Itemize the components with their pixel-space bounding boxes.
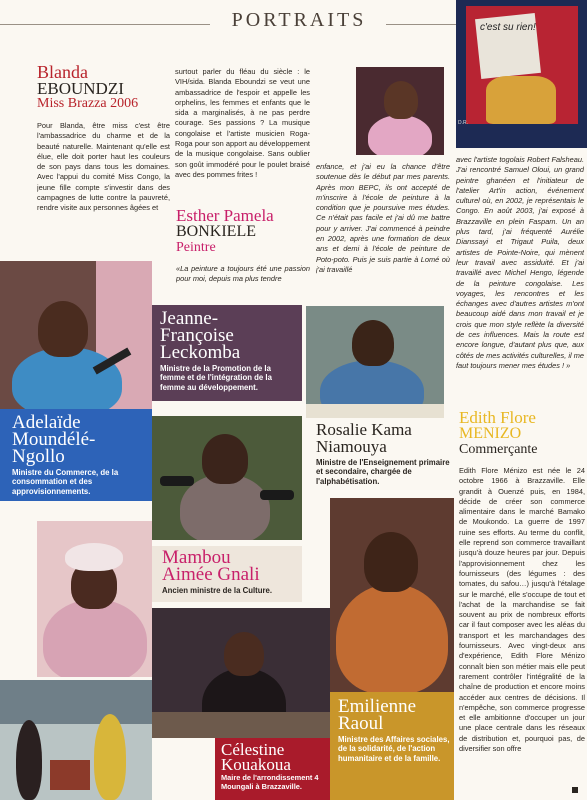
header-rule-left	[0, 24, 210, 25]
market-photo	[0, 680, 152, 800]
mambou-body	[43, 599, 147, 677]
emilienne-face	[364, 532, 418, 592]
blanda-name-last: EBOUNDZI	[37, 79, 124, 98]
emilienne-name-1: Emilienne	[338, 696, 417, 717]
jeanne-name-1: Jeanne-	[160, 308, 219, 329]
blanda-dress	[368, 115, 432, 155]
jeanne-role: Ministre de la Promotion de la femme et de l'intégration de la femme au développement.	[160, 364, 272, 392]
rosalie-desk	[306, 404, 444, 418]
jeanne-mic-1	[160, 476, 194, 486]
painting-text: c'est su rien!	[480, 22, 536, 33]
esther-title: Peintre	[176, 240, 216, 255]
market-figure-2	[94, 714, 126, 800]
mambou-name-2: Aimée Gnali	[162, 564, 260, 585]
blanda-name-first: Blanda	[37, 62, 88, 81]
edith-body: Edith Flore Ménizo est née le 24 octobre 1966 à Brazzaville. Elle grandit à Ouenzé puis, en 1984, décide de créer son commerce alimentaire dans le marché Bamako de Moukondo. La guerre de 1997 ruine ses efforts. Au terme du conflit, elle reprend son commerce travaillant jusqu'à douze heures par jour. Depuis l'approvisionnement chez les fournisseurs (des légumes : des tomates, du safou…) jusqu'à l'étalage sur le marché, elle s'occupe de tout et l'achat de la marchandise se fait souvent au prix de nombreux efforts car il faut composer avec les aléas du transport et les marchandages des fournisseurs. Avec vingt-deux ans d'expérience, Edith Flore Ménizo connaît bien son métier mais elle peut rarement contrôler l'intégralité de la chaîne de production et encore moins accéder aux centres de décisions. Il n'empêche, son commerce progresse et elle ambitionne d'occuper un jour une place centrale dans les réseaux de distribution et, pourquoi pas, de diversifier son offre	[459, 466, 585, 754]
mambou-photo	[37, 521, 152, 677]
painting-figure	[486, 76, 556, 124]
jeanne-face	[202, 434, 248, 484]
jeanne-name-3: Leckomba	[160, 342, 241, 363]
esther-body-col3: avec l'artiste togolais Robert Falsheau. J'ai rencontré Samuel Oloui, un grand peintre ghanéen et l'initiateur de l'atelier Art'in action, événement culturel où, en 2002, je représentais le Congo. En août 2003, j'ai exposé à Brazzaville en plein Faspam. Un an plus tard, j'ai fréquenté Aurélie Dianssayi et Trigaut Puila, deux artistes de Pointe-Noire, qui mènent leur travail avec assiduité. Et j'ai travaillé avec Michel Hengo, légende de la peinture congolaise. Les voyages, les rencontres et les échanges avec d'autres artistes m'ont beaucoup aidé dans mon travail et je crois que mon style reflète la diversité de ces influences. Mais la route est encore longue, d'autant plus que, aux côtés de mes activités culturelles, il me faut toujours mener mes études ! »	[456, 155, 584, 370]
esther-name-first: Esther Pamela	[176, 206, 274, 224]
jeanne-name-2: Françoise	[160, 325, 234, 346]
blanda-title: Miss Brazza 2006	[37, 96, 139, 111]
painting-credit: D.R.	[458, 120, 468, 126]
celestine-face	[224, 632, 264, 676]
mambou-caption-box	[152, 546, 302, 602]
emilienne-caption-box	[330, 692, 454, 800]
edith-name-last: MENIZO	[459, 425, 522, 442]
jeanne-mic-2	[260, 490, 294, 500]
celestine-role: Maire de l'arrondissement 4 Moungali à Brazzaville.	[221, 773, 319, 791]
emilienne-photo	[330, 498, 454, 692]
adelaide-role: Ministre du Commerce, de la consommation et des approvisionnements.	[12, 468, 119, 496]
esther-body-col2: enfance, et j'ai eu la chance d'être soutenue dès le début par mes parents. Après mon BEPC, ils ont accepté de m'inscrire à l'école de peinture à la condition que je poursuive mes études. Ce n'était pas facile et j'ai dû me battre pour y arriver. J'ai commencé à peindre en 2002, après une formation de deux ans et demi à l'école de peinture de Poto-poto. Puis je suis partie à Lomé où j'ai travaillé	[316, 162, 450, 274]
adelaide-face	[38, 301, 88, 357]
edith-end-mark	[572, 787, 578, 793]
esther-intro: «La peinture a toujours été une passion pour moi, depuis ma plus tendre	[176, 264, 310, 284]
section-title: PORTRAITS	[231, 9, 367, 31]
rosalie-role: Ministre de l'Enseignement primaire et secondaire, chargée de l'alphabétisation.	[316, 458, 450, 486]
header-rule-right	[386, 24, 456, 25]
rosalie-photo	[306, 306, 444, 418]
emilienne-name-2: Raoul	[338, 713, 384, 734]
edith-title: Commerçante	[459, 442, 538, 457]
adelaide-name-1: Adelaïde	[12, 412, 81, 433]
celestine-name-2: Kouakoua	[221, 755, 291, 774]
mambou-role: Ancien ministre de la Culture.	[162, 586, 273, 595]
market-figure-1	[16, 720, 42, 800]
celestine-photo	[152, 608, 330, 738]
celestine-caption-box	[215, 738, 330, 800]
adelaide-photo	[0, 261, 152, 409]
adelaide-name-3: Ngollo	[12, 446, 65, 467]
blanda-photo	[356, 67, 444, 155]
celestine-name-1: Célestine	[221, 740, 285, 759]
market-stall	[50, 760, 90, 790]
painting-photo	[456, 0, 587, 148]
jeanne-caption-box	[152, 305, 302, 401]
market-wall	[0, 680, 152, 724]
edith-name-first: Edith Flore	[459, 408, 536, 427]
emilienne-body	[336, 584, 448, 692]
adelaide-name-2: Moundélé-	[12, 429, 96, 450]
jeanne-photo	[152, 416, 302, 540]
mambou-name-1: Mambou	[162, 547, 231, 568]
blanda-body-col2: surtout parler du fléau du siècle : le VIH/sida. Blanda Eboundzi se veut une ambassadrice de l'espoir et appelle les orphelins, les femmes et enfants que le sida a marginalisés, à ne pas perdre courage. Ses passions ? La musique congolaise et l'artiste musicien Roga-Roga pour son apport au développement de la musique congolaise. Sans oublier son goût immodéré pour le poulet braisé avec des pommes frites !	[175, 67, 310, 179]
celestine-desk	[152, 712, 330, 738]
mambou-headwrap	[65, 543, 123, 571]
emilienne-role: Ministre des Affaires sociales, de la solidarité, de l'action humanitaire et de la famille.	[338, 735, 450, 763]
rosalie-name-2: Niamouya	[316, 437, 387, 456]
esther-name-last: BONKIELE	[176, 223, 256, 240]
rosalie-caption	[316, 421, 451, 491]
blanda-face	[384, 81, 418, 119]
adelaide-caption-box	[0, 409, 152, 501]
rosalie-name-1: Rosalie Kama	[316, 421, 412, 439]
blanda-body-col1: Pour Blanda, être miss c'est être l'ambassadrice du charme et de la beauté naturelle. Maintenant qu'elle est élue, elle doit porter haut les couleurs de son pays dans tous les domaines. Avec l'appui du comité Miss Congo, la jeune fille compte s'investir dans des campagnes de lutte contre la pauvreté, rendre visite aux personnes âgées et	[37, 121, 170, 213]
rosalie-face	[352, 320, 394, 366]
